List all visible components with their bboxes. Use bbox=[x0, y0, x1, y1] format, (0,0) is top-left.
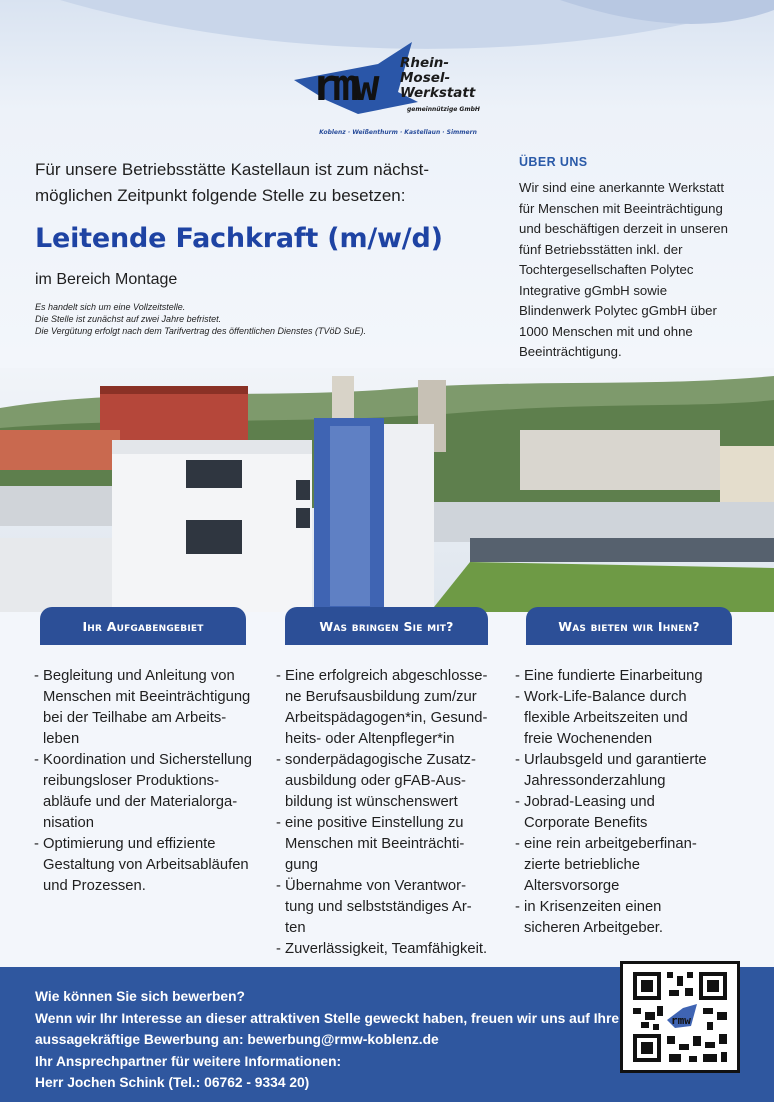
qr-code[interactable] bbox=[620, 961, 740, 1073]
header-was-bringen-sie-mit: Was bringen Sie mit? bbox=[285, 607, 488, 645]
list-item: - Zuverlässigkeit, Teamfähigkeit. bbox=[276, 939, 512, 960]
list-was-bringen-sie-mit bbox=[276, 666, 512, 960]
header-aufgabengebiet: Ihr Aufgabengebiet bbox=[40, 607, 246, 645]
list-item: - in Krisenzeiten einen sicheren Arbeitgeber. bbox=[515, 897, 751, 939]
list-was-bieten-wir bbox=[515, 666, 751, 939]
list-item: - eine rein arbeitgeberfinan- zierte betriebliche Altersvorsorge bbox=[515, 834, 751, 897]
logo-subtitle: gemeinnützige GmbH bbox=[407, 106, 480, 113]
list-item: - sonderpädagogische Zusatz- ausbildung oder gFAB-Aus- bildung ist wünschenswert bbox=[276, 750, 512, 813]
list-item: - Koordination und Sicherstellung reibungsloser Produktions- abläufe und der Materialorga- nisation bbox=[34, 750, 270, 834]
list-item: - Begleitung und Anleitung von Menschen mit Beeinträchtigung bei der Teilhabe am Arbeits- leben bbox=[34, 666, 270, 750]
logo-initials: rmw bbox=[312, 60, 374, 111]
about-section bbox=[519, 155, 749, 363]
list-item: - Work-Life-Balance durch flexible Arbeitszeiten und freie Wochenenden bbox=[515, 687, 751, 750]
list-item: - Optimierung und effiziente Gestaltung von Arbeitsabläufen und Prozessen. bbox=[34, 834, 270, 897]
about-text: Wir sind eine anerkannte Werkstatt für Menschen mit Beeinträchtigung und beschäftigen derzeit in unseren fünf Betriebsstätten inkl. der Tochtergesellschaften Polytec Integrative gGmbH sowie Blindenwerk Polytec gGmbH über 1000 Menschen mit und ohne Beeinträchtigung. bbox=[519, 180, 728, 359]
list-aufgabengebiet bbox=[34, 666, 270, 897]
intro-text: Für unsere Betriebsstätte Kastellaun ist zum nächst- möglichen Zeitpunkt folgende Stelle zu besetzen: bbox=[35, 160, 430, 205]
list-item: - Urlaubsgeld und garantierte Jahressonderzahlung bbox=[515, 750, 751, 792]
company-logo bbox=[286, 40, 496, 140]
list-item: - Eine erfolgreich abgeschlosse- ne Berufsausbildung zum/zur Arbeitspädagogen*in, Gesund- heits- oder Altenpfleger*in bbox=[276, 666, 512, 750]
logo-name: Rhein- Mosel- Werkstatt bbox=[400, 55, 476, 101]
job-title: Leitende Fachkraft (m/w/d) bbox=[35, 223, 443, 254]
email-line[interactable]: aussagekräftige Bewerbung an: bewerbung@rmw-koblenz.de bbox=[35, 1032, 439, 1047]
logo-locations: Koblenz · Weißenthurm · Kastellaun · Simmern bbox=[319, 129, 477, 136]
building-photo bbox=[0, 368, 774, 612]
intro-section bbox=[35, 157, 485, 337]
header-was-bieten-wir: Was bieten wir Ihnen? bbox=[526, 607, 732, 645]
list-item: - Übernahme von Verantwor- tung und selbstständiges Ar- ten bbox=[276, 876, 512, 939]
list-item: - eine positive Einstellung zu Menschen mit Beeinträchti- gung bbox=[276, 813, 512, 876]
about-heading: ÜBER UNS bbox=[519, 155, 588, 169]
list-item: - Eine fundierte Einarbeitung bbox=[515, 666, 751, 687]
application-info: Wie können Sie sich bewerben? Wenn wir Ihr Interesse an dieser attraktiven Stelle geweckt haben, freuen wir uns auf Ihre aussagekräftige Bewerbung an: bewerbung@rmw-koblenz.de Ihr Ansprechpartner für weitere Informationen: Herr Jochen Schink (Tel.: 06762 - 9334 20) bbox=[35, 986, 625, 1094]
list-item: - Jobrad-Leasing und Corporate Benefits bbox=[515, 792, 751, 834]
job-notes: Es handelt sich um eine Vollzeitstelle. Die Stelle ist zunächst auf zwei Jahre befristet. Die Vergütung erfolgt nach dem Tarifvertrag des öffentlichen Dienstes (TVöD SuE). bbox=[35, 302, 367, 336]
job-area: im Bereich Montage bbox=[35, 271, 178, 288]
svg-text:rmw: rmw bbox=[671, 1014, 691, 1027]
